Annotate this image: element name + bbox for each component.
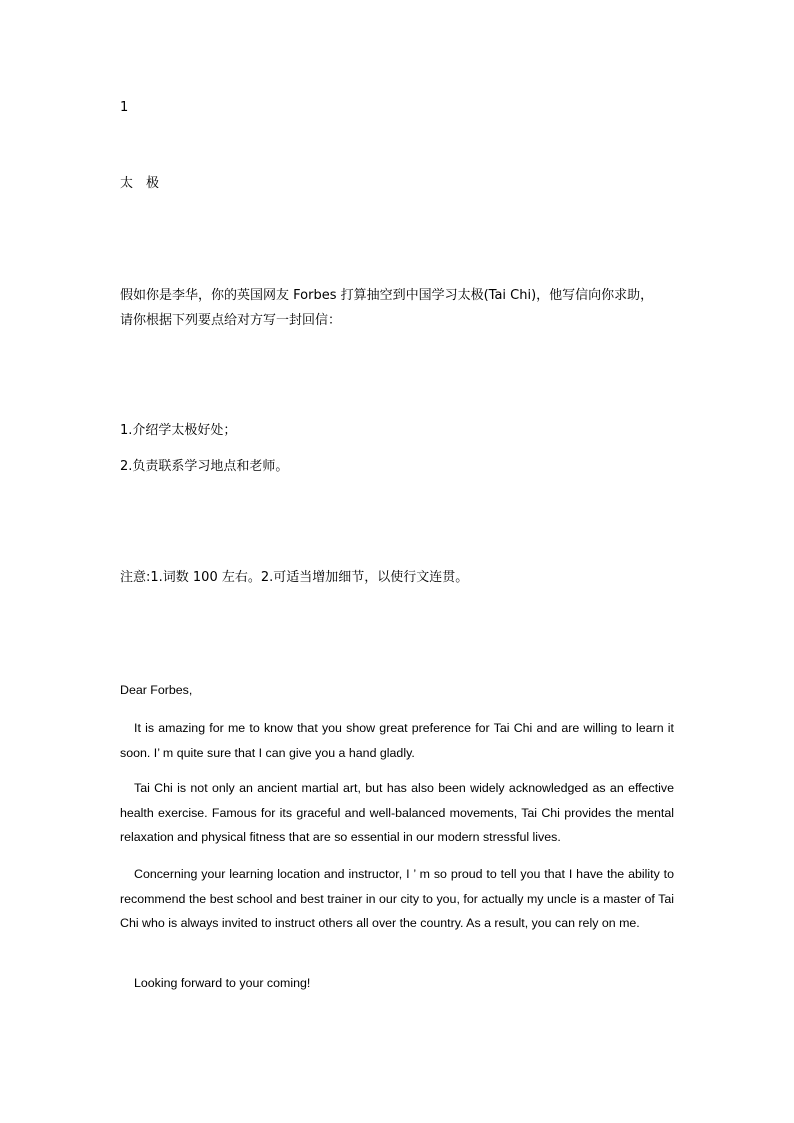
letter-paragraph-3: Concerning your learning location and instructor, I ’ m so proud to tell you that I have the ability to recommend the best school and best trainer in our city to you, for actually my uncle is a master of Tai Chi who is always invited to instruct others all over the country. As a result, you can rely on me. xyxy=(120,867,674,931)
document-title: 太 极 xyxy=(120,176,160,191)
prompt-line-1: 假如你是李华，你的英国网友 Forbes 打算抽空到中国学习太极(Tai Chi)，他写信向你求助， xyxy=(120,288,654,303)
letter-paragraph-2: Tai Chi is not only an ancient martial art, but has also been widely acknowledged as an effective health exercise. Famous for its graceful and well-balanced movements, Tai Chi provides the mental relaxation and physical fitness that are so essential in our modern stressful lives. xyxy=(120,781,674,845)
letter-closing-line: Looking forward to your coming! xyxy=(134,976,311,990)
point-item-1: 1.介绍学太极好处； xyxy=(120,423,237,438)
writing-note: 注意:1.词数 100 左右。2.可适当增加细节，以使行文连贯。 xyxy=(120,570,469,585)
prompt-line-2: 请你根据下列要点给对方写一封回信： xyxy=(120,313,342,328)
letter-paragraph-1: It is amazing for me to know that you show great preference for Tai Chi and are willing to learn it soon. I’ m quite sure that I can give you a hand gladly. xyxy=(120,721,674,760)
page-number: 1 xyxy=(120,100,129,115)
point-item-2: 2.负责联系学习地点和老师。 xyxy=(120,459,289,474)
letter-salutation: Dear Forbes, xyxy=(120,683,193,697)
